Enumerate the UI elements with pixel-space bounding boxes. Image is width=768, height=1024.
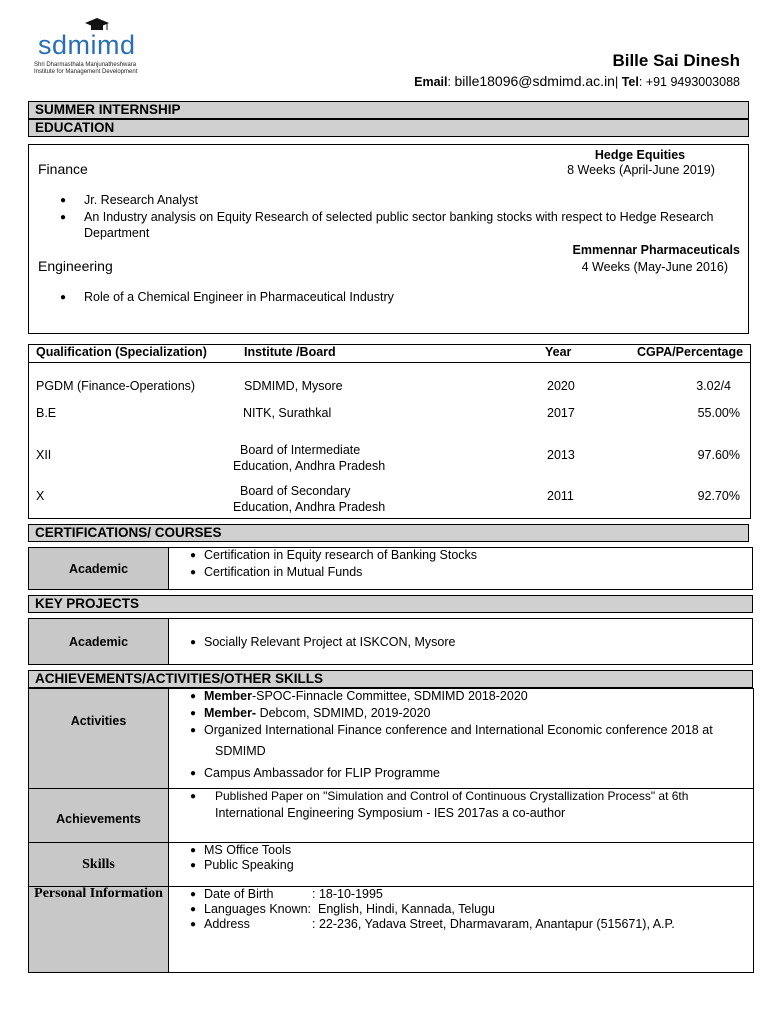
logo-subtitle-1: Shri Dharmasthala Manjunatheshwara [34,62,137,68]
project-item-1: Socially Relevant Project at ISKCON, Mysore [204,635,456,649]
table-row-4-qual: X [36,489,45,503]
bullet-icon: ● [190,791,197,802]
row-divider [28,842,754,843]
languages-label: Languages Known: [204,902,312,916]
achievements-label: Achievements [56,812,141,826]
table-row-1-score: 3.02/4 [696,379,731,393]
email-label: Email [414,75,448,89]
logo-text: sdmimd [38,30,136,60]
activity-item-3: Organized International Finance conference and International Economic conference 2018 at [204,723,713,737]
activity-item-1: Member-SPOC-Finnacle Committee, SDMIMD 2018-2020 [204,689,528,703]
certifications-label: Academic [29,548,169,589]
bullet-icon: ● [190,904,197,915]
logo-subtitle-2: Institute for Management Development [34,69,138,75]
table-row-4-year: 2011 [547,489,574,503]
table-row-1-qual: PGDM (Finance-Operations) [36,379,196,393]
activities-label: Activities [70,714,127,728]
bullet-icon: ● [60,212,67,223]
table-row-4-inst-cont: Education, Andhra Pradesh [233,500,386,514]
achievement-item-1-cont: International Engineering Symposium - IES 2017as a co-author [215,806,566,820]
activity-item-3-cont: SDMIMD [215,744,266,758]
bullet-icon: ● [60,195,67,206]
dob-value: : 18-10-1995 [312,887,383,901]
skill-item-2: Public Speaking [204,858,294,872]
table-row-1-year: 2020 [547,379,575,393]
internship-finance-point-2: An Industry analysis on Equity Research of selected public sector banking stocks with respect to Hedge Research [84,210,714,224]
table-row-3-inst-cont: Education, Andhra Pradesh [233,459,386,473]
logo [32,16,162,78]
internship-engineering-title: Engineering [38,258,113,274]
table-row-1-inst: SDMIMD, Mysore [244,379,343,393]
internship-finance-point-2-cont: Department [84,226,150,240]
section-achievements: ACHIEVEMENTS/ACTIVITIES/OTHER SKILLS [28,670,753,688]
languages-value: English, Hindi, Kannada, Telugu [318,902,495,916]
col-header-year: Year [545,345,572,359]
table-header-divider [28,362,751,363]
internship-engineering-point-1: Role of a Chemical Engineer in Pharmaceutical Industry [84,290,394,304]
bullet-icon: ● [190,708,197,719]
activity-item-2: Member- Debcom, SDMIMD, 2019-2020 [204,706,431,720]
internship-finance-point-1: Jr. Research Analyst [84,193,198,207]
table-row-4-score: 92.70% [697,489,740,503]
table-row-3-score: 97.60% [697,448,740,462]
email-value[interactable]: bille18096@sdmimd.ac.in [454,73,615,89]
address-label: Address [204,917,250,931]
skills-label: Skills [82,857,115,872]
internship-engineering-duration: 4 Weeks (May-June 2016) [581,260,728,274]
tel-label: Tel [621,75,639,89]
activity-item-4: Campus Ambassador for FLIP Programme [204,766,440,780]
table-row-2-qual: B.E [36,406,57,420]
col-header-cgpa: CGPA/Percentage [637,345,744,359]
bullet-icon: ● [190,845,197,856]
internship-finance-company: Hedge Equities [594,148,686,162]
col-header-qualification: Qualification (Specialization) [36,345,207,359]
table-row-2-year: 2017 [547,406,575,420]
bullet-icon: ● [190,691,197,702]
internship-finance-duration: 8 Weeks (April-June 2019) [567,163,715,177]
certification-item-1: Certification in Equity research of Banking Stocks [204,548,478,562]
section-key-projects: KEY PROJECTS [28,595,753,613]
projects-label: Academic [29,619,169,664]
table-row-4-inst: Board of Secondary [240,484,351,498]
bullet-icon: ● [190,637,197,648]
bullet-icon: ● [190,889,197,900]
skill-item-1: MS Office Tools [204,843,292,857]
section-certifications: CERTIFICATIONS/ COURSES [28,524,749,542]
bullet-icon: ● [190,550,197,561]
personal-info-label: Personal Information [34,886,163,901]
col-header-institute: Institute /Board [244,345,336,359]
certification-item-2: Certification in Mutual Funds [204,565,363,579]
table-row-3-qual: XII [36,448,52,462]
bullet-icon: ● [190,919,197,930]
label-column-bg [29,689,169,972]
internship-engineering-company: Emmennar Pharmaceuticals [572,243,740,257]
tel-value: +91 9493003088 [645,75,740,89]
internship-finance-title: Finance [38,161,88,177]
dob-label: Date of Birth [204,887,274,901]
bullet-icon: ● [190,567,197,578]
table-row-3-inst: Board of Intermediate [240,443,361,457]
bullet-icon: ● [190,768,197,779]
bullet-icon: ● [190,860,197,871]
contact-line: Email: bille18096@sdmimd.ac.in| Tel: +91 9493003088 [414,73,740,89]
achievement-item-1: Published Paper on "Simulation and Control of Continuous Crystallization Process" at 6th [215,789,689,803]
table-row-2-inst: NITK, Surathkal [243,406,332,420]
section-summer-internship: SUMMER INTERNSHIP [28,101,749,119]
table-row-3-year: 2013 [547,448,575,462]
address-value: : 22-236, Yadava Street, Dharmavaram, Anantapur (515671), A.P. [312,917,675,931]
candidate-name: Bille Sai Dinesh [612,51,740,70]
bullet-icon: ● [190,725,197,736]
section-education: EDUCATION [28,119,749,137]
bullet-icon: ● [60,292,67,303]
table-row-2-score: 55.00% [697,406,740,420]
